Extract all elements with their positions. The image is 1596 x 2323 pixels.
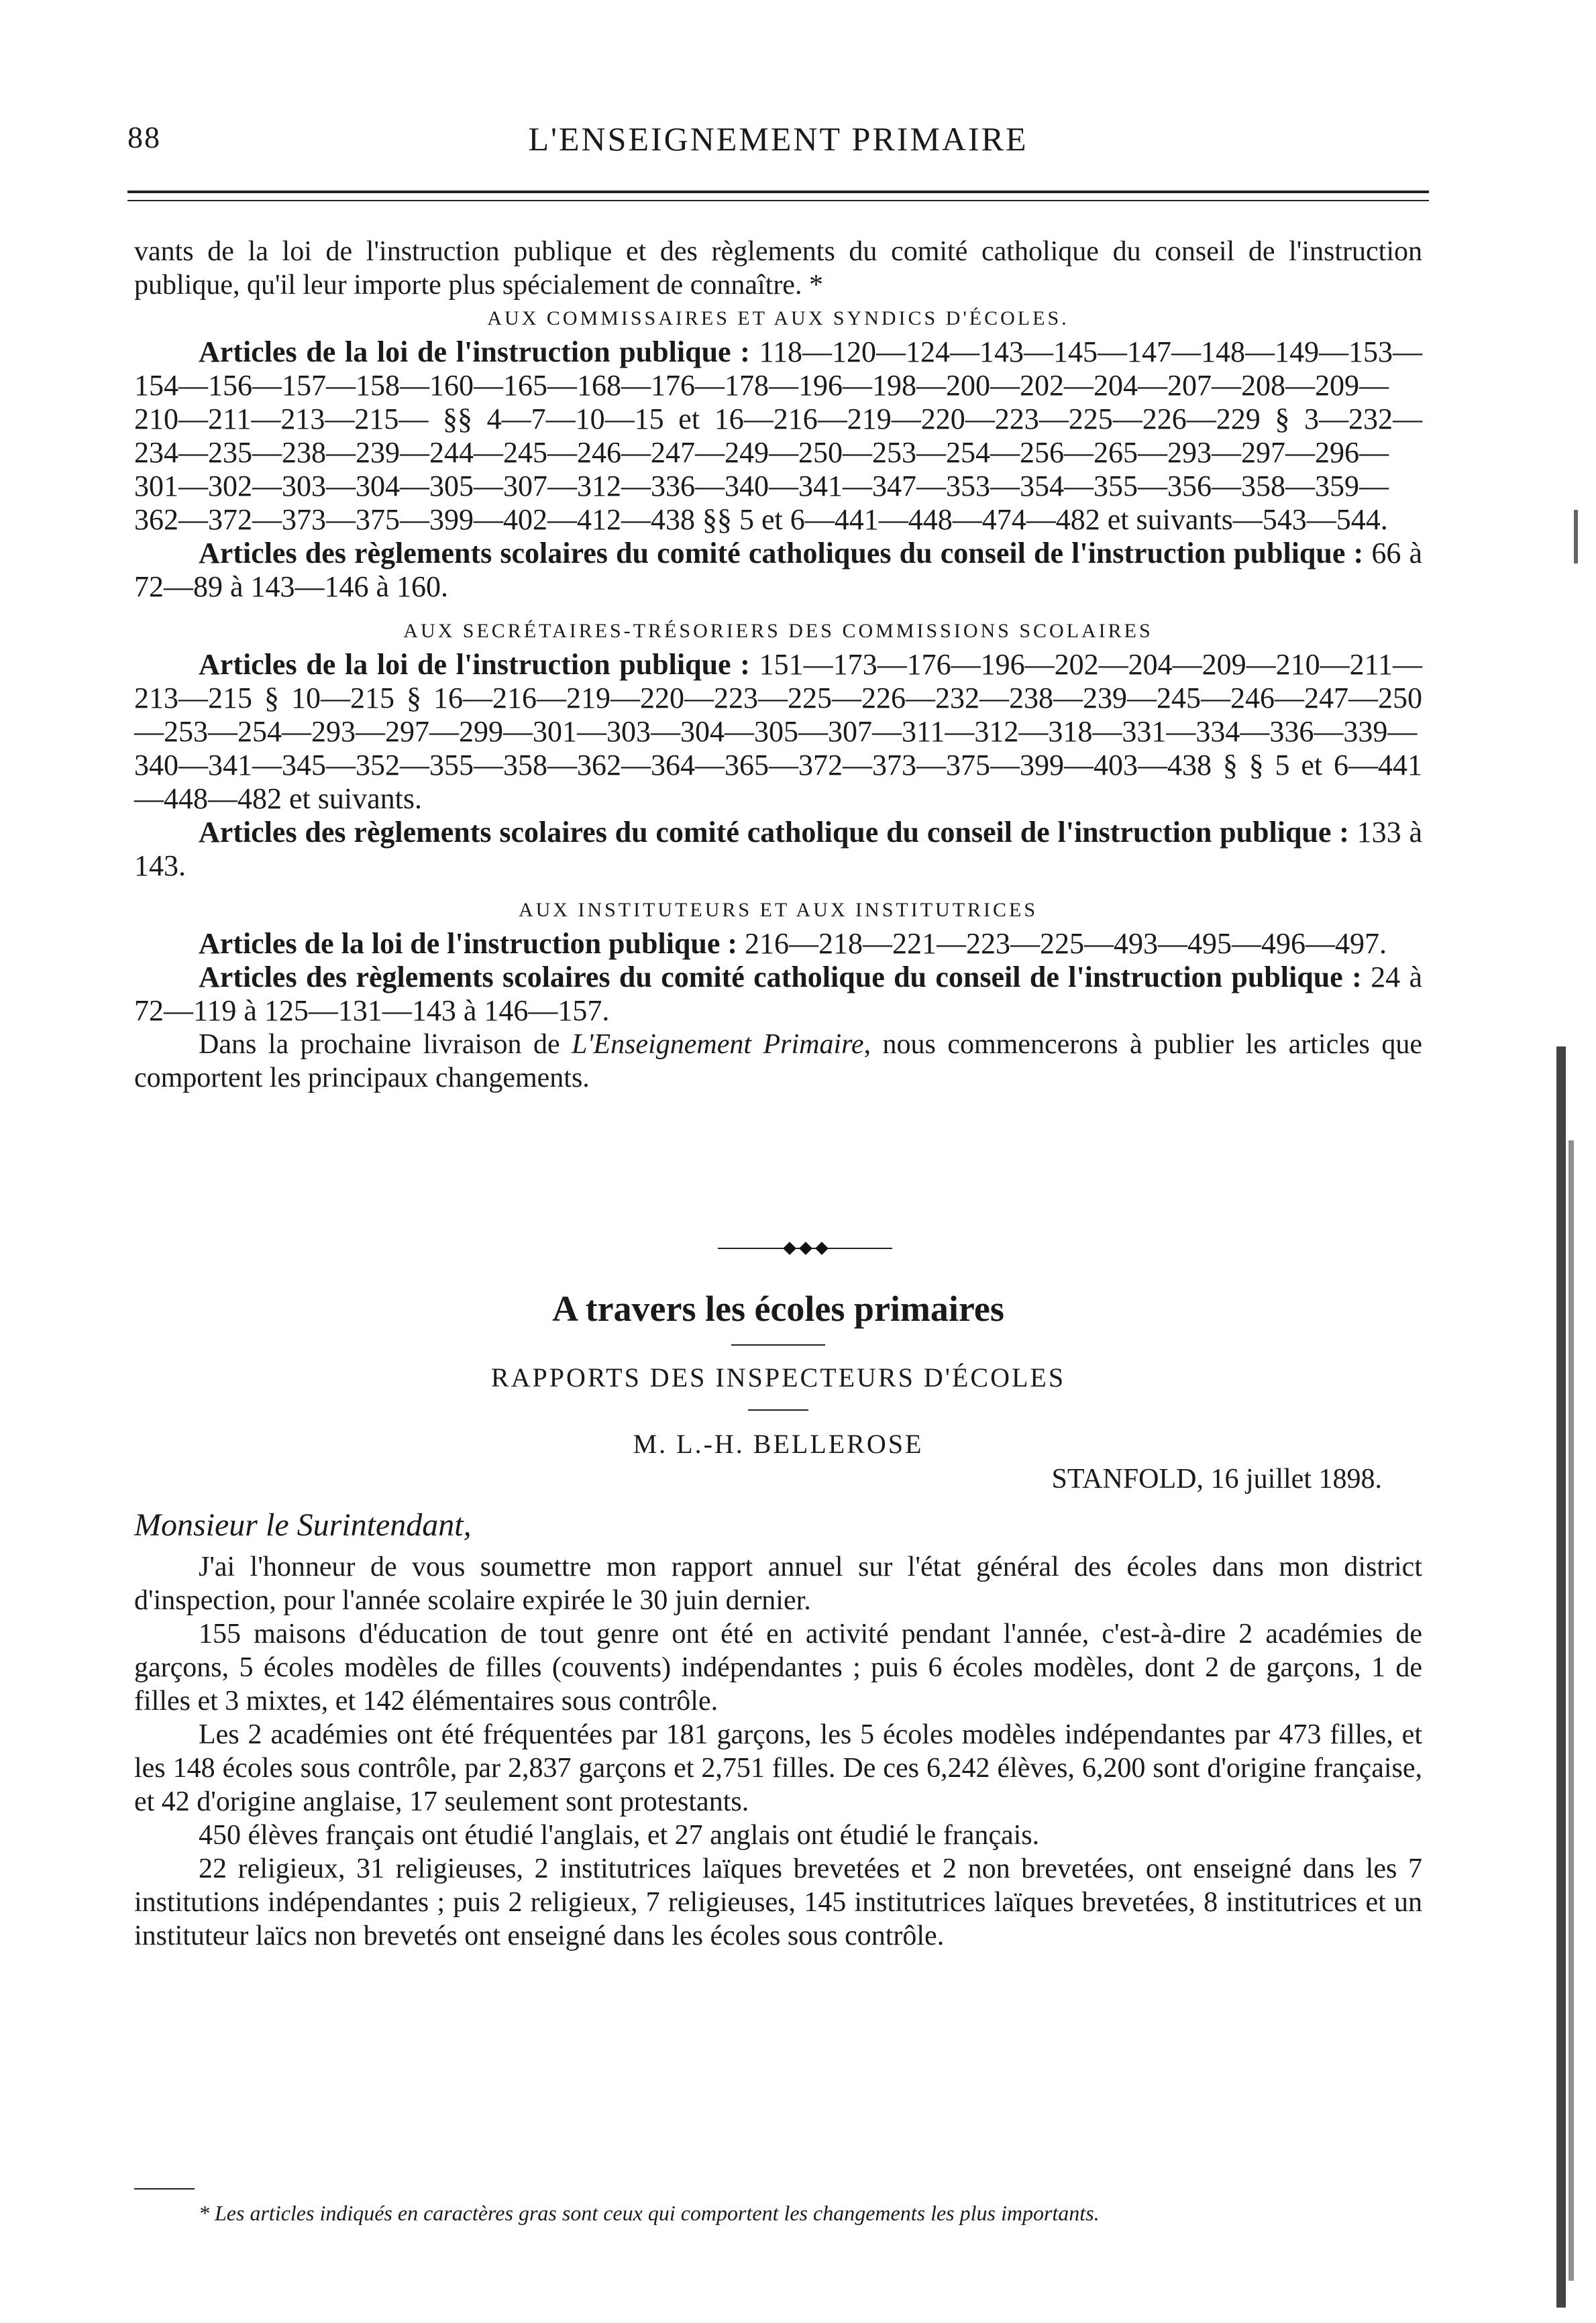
- section-heading-secretaires: AUX SECRÉTAIRES-TRÉSORIERS DES COMMISSIONS SCOLAIRES: [403, 620, 1153, 642]
- report-paragraph: 155 maisons d'éducation de tout genre ont été en activité pendant l'année, c'est-à-dire 2 académies de garçons, 5 écoles modèles de filles (couvents) indépendantes ; puis 6 écoles modèles, dont 2 de garçons, 1 de filles et 3 mixtes, et 142 élémentaires sous contrôle.: [134, 1619, 1422, 1717]
- article-column: [134, 1288, 1422, 1953]
- reglements-articles-secretaires: [134, 816, 1422, 883]
- reg-article-list: 66 à 72—89 à 143—146 à 160.: [134, 537, 1422, 603]
- loi-label: Articles de la loi de l'instruction publique :: [199, 335, 750, 368]
- report-paragraph: 450 élèves français ont étudié l'anglais, et 27 anglais ont étudié le français.: [199, 1820, 1040, 1851]
- closing-text: Dans la prochaine livraison de: [199, 1029, 560, 1060]
- section-heading-instituteurs: AUX INSTITUTEURS ET AUX INSTITUTRICES: [518, 899, 1039, 921]
- loi-articles-commissaires: [134, 335, 1422, 537]
- closing-text-end: , nous commencerons à publier les articles que comportent les principaux changements.: [134, 1029, 1422, 1093]
- journal-title: L'Enseignement Primaire: [572, 1029, 864, 1060]
- salutation: Monsieur le Surintendant,: [134, 1507, 472, 1543]
- loi-label: Articles de la loi de l'instruction publique :: [199, 927, 738, 960]
- running-title: L'ENSEIGNEMENT PRIMAIRE: [528, 120, 1028, 158]
- loi-article-list: 216—218—221—223—225—493—495—496—497.: [745, 927, 1387, 960]
- intro-paragraph: vants de la loi de l'instruction publique et des règlements du comité catholique du conseil de l'instruction publique, qu'il leur importe plus spécialement de connaître. *: [134, 236, 1422, 301]
- report-paragraph: J'ai l'honneur de vous soumettre mon rapport annuel sur l'état général des écoles dans mon district d'inspection, pour l'année scolaire expirée le 30 juin dernier.: [134, 1552, 1422, 1616]
- article-title: A travers les écoles primaires: [552, 1289, 1004, 1329]
- ornament-divider: [718, 1242, 892, 1253]
- loi-article-list: 151—173—176—196—202—204—209—210—211—213—215 § 10—215 § 16—216—219—220—223—225—226—232—238—239—245—246—247—250—253—254—293—297—299—301—303—304—305—307—311—312—318—331—334—336—339—340—341—345—352—355—358—362—364—365—372—373—375—399—403—438 § § 5 et 6—441—448—482 et suivants.: [134, 648, 1423, 815]
- loi-article-list: 118—120—124—143—145—147—148—149—153—154—156—157—158—160—165—168—176—178—196—198—200—202—204—207—208—209—210—211—213—215— §§ 4—7—10—15 et 16—216—219—220—223—225—226—229 § 3—232—234—235—238—239—244—245—246—247—249—250—253—254—256—265—293—297—296—301—302—303—304—305—307—312—336—340—341—347—353—354—355—356—358—359—362—372—373—375—399—402—412—438 §§ 5 et 6—441—448—474—482 et suivants—543—544.: [134, 335, 1423, 536]
- loi-articles-instituteurs: [134, 927, 1422, 961]
- main-column: [134, 235, 1422, 1095]
- loi-articles-secretaires: [134, 648, 1422, 816]
- report-author: M. L.-H. BELLEROSE: [633, 1429, 924, 1459]
- footnote-block: [134, 2199, 1422, 2227]
- scan-edge-streak: [1556, 1046, 1566, 2308]
- page-number: 88: [127, 120, 161, 154]
- closing-paragraph: [134, 1028, 1422, 1095]
- subtitle-rule: [748, 1409, 808, 1411]
- running-header: [127, 119, 1429, 166]
- footnote-rule: [134, 2188, 195, 2190]
- scan-edge-mark: [1574, 510, 1578, 563]
- title-rule: [731, 1344, 825, 1346]
- reg-label: Articles des règlements scolaires du comité catholique du conseil de l'instruction publique :: [199, 961, 1362, 993]
- report-paragraph: 22 religieux, 31 religieuses, 2 institutrices laïques brevetées et 2 non brevetées, ont enseigné dans les 7 institutions indépendantes ; puis 2 religieux, 7 religieuses, 145 institutrices laïques brevetées, 8 institutrices et un instituteur laïcs non brevetés ont enseigné dans les écoles sous contrôle.: [134, 1853, 1422, 1951]
- reg-label: Articles des règlements scolaires du comité catholiques du conseil de l'instruction publique :: [199, 537, 1364, 570]
- header-rule-top: [127, 191, 1429, 193]
- article-subtitle: RAPPORTS DES INSPECTEURS D'ÉCOLES: [490, 1362, 1066, 1393]
- reg-article-list: 133 à 143.: [134, 816, 1422, 882]
- reg-label: Articles des règlements scolaires du comité catholique du conseil de l'instruction publique :: [199, 816, 1349, 849]
- header-rule-bottom: [127, 200, 1429, 201]
- scan-edge-streak: [1568, 1140, 1574, 2281]
- report-paragraph: Les 2 académies ont été fréquentées par 181 garçons, les 5 écoles modèles indépendantes par 473 filles, et les 148 écoles sous contrôle, par 2,837 garçons et 2,751 filles. De ces 6,242 élèves, 6,200 sont d'origine française, et 42 d'origine anglaise, 17 seulement sont protestants.: [134, 1719, 1422, 1817]
- dateline: STANFOLD, 16 juillet 1898.: [1051, 1464, 1382, 1495]
- section-heading-commissaires: AUX COMMISSAIRES ET AUX SYNDICS D'ÉCOLES.: [487, 307, 1069, 329]
- loi-label: Articles de la loi de l'instruction publique :: [199, 648, 750, 681]
- reg-article-list: 24 à 72—119 à 125—131—143 à 146—157.: [134, 961, 1423, 1027]
- reglements-articles-commissaires: [134, 537, 1422, 604]
- footnote: * Les articles indiqués en caractères gras sont ceux qui comportent les changements les plus importants.: [199, 2201, 1100, 2225]
- reglements-articles-instituteurs: [134, 961, 1422, 1028]
